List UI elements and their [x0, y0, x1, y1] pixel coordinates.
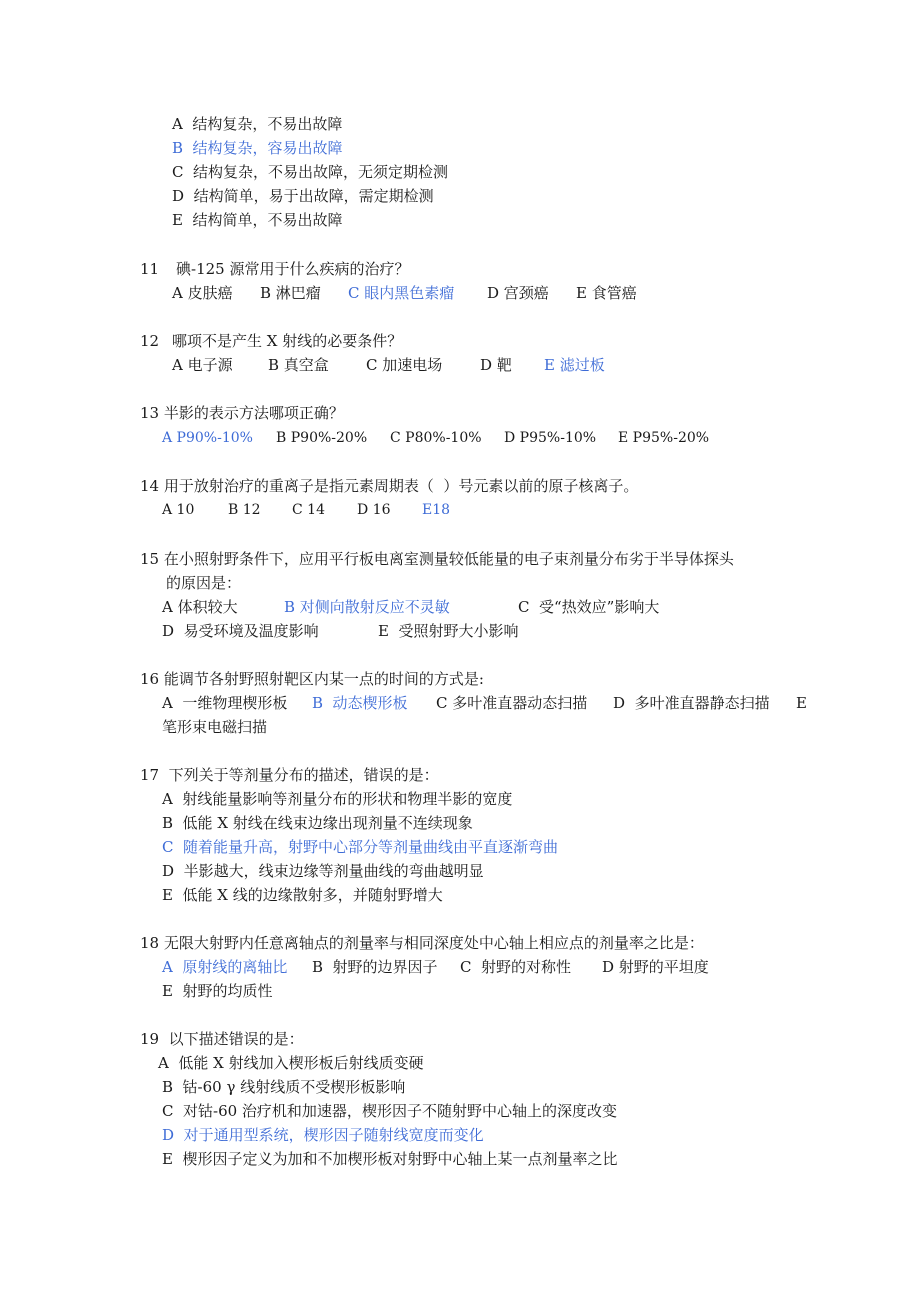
q13-option-b: B P90%-20% — [276, 430, 368, 446]
q16-option-d: D 多叶准直器静态扫描 — [613, 694, 770, 712]
q16-option-e-label: E — [796, 694, 807, 712]
q17-option-d: D 半影越大，线束边缘等剂量曲线的弯曲越明显 — [162, 862, 484, 880]
q18-option-a-answer: A 原射线的离轴比 — [162, 958, 288, 976]
q15-option-d: D 易受环境及温度影响 — [162, 622, 319, 640]
q18-option-c: C 射野的对称性 — [460, 958, 572, 976]
q16-option-e-text: 笔形束电磁扫描 — [162, 718, 268, 736]
q12-option-e-answer: E 滤过板 — [544, 356, 605, 374]
q18-text: 18 无限大射野内任意离轴点的剂量率与相同深度处中心轴上相应点的剂量率之比是： — [140, 934, 704, 952]
q11-option-b: B 淋巴瘤 — [260, 284, 321, 302]
q19-option-e: E 楔形因子定义为加和不加楔形板对射野中心轴上某一点剂量率之比 — [162, 1150, 618, 1168]
q15-text-line2: 的原因是： — [166, 574, 242, 592]
q19-option-b: B 钴-60 γ 线射线质不受楔形板影响 — [162, 1078, 406, 1096]
q11-option-c-answer: C 眼内黑色素瘤 — [348, 284, 455, 302]
q19-option-a: A 低能 X 射线加入楔形板后射线质变硬 — [158, 1054, 424, 1072]
q19-option-c: C 对钴-60 治疗机和加速器，楔形因子不随射野中心轴上的深度改变 — [162, 1102, 617, 1120]
q12-option-d: D 靶 — [480, 356, 512, 374]
q10-option-d: D 结构简单，易于出故障，需定期检测 — [172, 187, 434, 205]
q18-option-d: D 射野的平坦度 — [602, 958, 709, 976]
q18-option-e: E 射野的均质性 — [162, 982, 273, 1000]
q16-option-a: A 一维物理楔形板 — [162, 694, 288, 712]
q15-option-c: C 受“热效应”影响大 — [518, 598, 660, 616]
q12-option-c: C 加速电场 — [366, 356, 443, 374]
q16-option-c: C 多叶准直器动态扫描 — [436, 694, 588, 712]
q15-option-e: E 受照射野大小影响 — [378, 622, 519, 640]
q12-option-b: B 真空盒 — [268, 356, 329, 374]
q10-option-b-answer: B 结构复杂，容易出故障 — [172, 139, 343, 157]
q15-option-a: A 体积较大 — [162, 598, 238, 616]
q14-option-d: D 16 — [357, 502, 391, 518]
q13-option-d: D P95%-10% — [504, 430, 597, 446]
q11-text: 碘-125 源常用于什么疾病的治疗？ — [176, 260, 410, 278]
q14-option-e-answer: E18 — [422, 502, 451, 518]
q11-option-a: A 皮肤癌 — [172, 284, 233, 302]
q17-option-c-answer: C 随着能量升高，射野中心部分等剂量曲线由平直逐渐弯曲 — [162, 838, 559, 856]
q10-option-c: C 结构复杂，不易出故障，无须定期检测 — [172, 163, 449, 181]
q17-option-e: E 低能 X 线的边缘散射多，并随射野增大 — [162, 886, 443, 904]
q16-text: 16 能调节各射野照射靶区内某一点的时间的方式是: — [140, 670, 484, 688]
q13-option-a-answer: A P90%-10% — [162, 430, 253, 446]
q17-option-a: A 射线能量影响等剂量分布的形状和物理半影的宽度 — [162, 790, 513, 808]
q18-option-b: B 射野的边界因子 — [312, 958, 438, 976]
q17-option-b: B 低能 X 射线在线束边缘出现剂量不连续现象 — [162, 814, 473, 832]
q11-option-e: E 食管癌 — [576, 284, 637, 302]
q10-option-e: E 结构简单，不易出故障 — [172, 211, 343, 229]
q15-text-line1: 15 在小照射野条件下，应用平行板电离室测量较低能量的电子束剂量分布劣于半导体探头 — [140, 550, 734, 568]
q14-option-b: B 12 — [228, 502, 261, 518]
q13-text: 13 半影的表示方法哪项正确？ — [140, 404, 344, 422]
q11-option-d: D 宫颈癌 — [487, 284, 549, 302]
q16-option-b-answer: B 动态楔形板 — [312, 694, 408, 712]
q14-text: 14 用于放射治疗的重离子是指元素周期表（ ）号元素以前的原子核离子。 — [140, 477, 639, 495]
q14-option-a: A 10 — [162, 502, 195, 518]
q12-text: 哪项不是产生 X 射线的必要条件？ — [172, 332, 403, 350]
q14-option-c: C 14 — [292, 502, 325, 518]
q19-option-d-answer: D 对于通用型系统，楔形因子随射线宽度而变化 — [162, 1126, 484, 1144]
q12-number: 12 — [140, 332, 160, 350]
q13-option-e: E P95%-20% — [618, 430, 710, 446]
q12-option-a: A 电子源 — [172, 356, 233, 374]
q13-option-c: C P80%-10% — [390, 430, 482, 446]
q11-number: 11 — [140, 260, 160, 278]
q19-text: 19 以下描述错误的是： — [140, 1030, 304, 1048]
q10-option-a: A 结构复杂，不易出故障 — [172, 115, 343, 133]
q17-text: 17 下列关于等剂量分布的描述，错误的是： — [140, 766, 439, 784]
q15-option-b-answer: B 对侧向散射反应不灵敏 — [284, 598, 450, 616]
